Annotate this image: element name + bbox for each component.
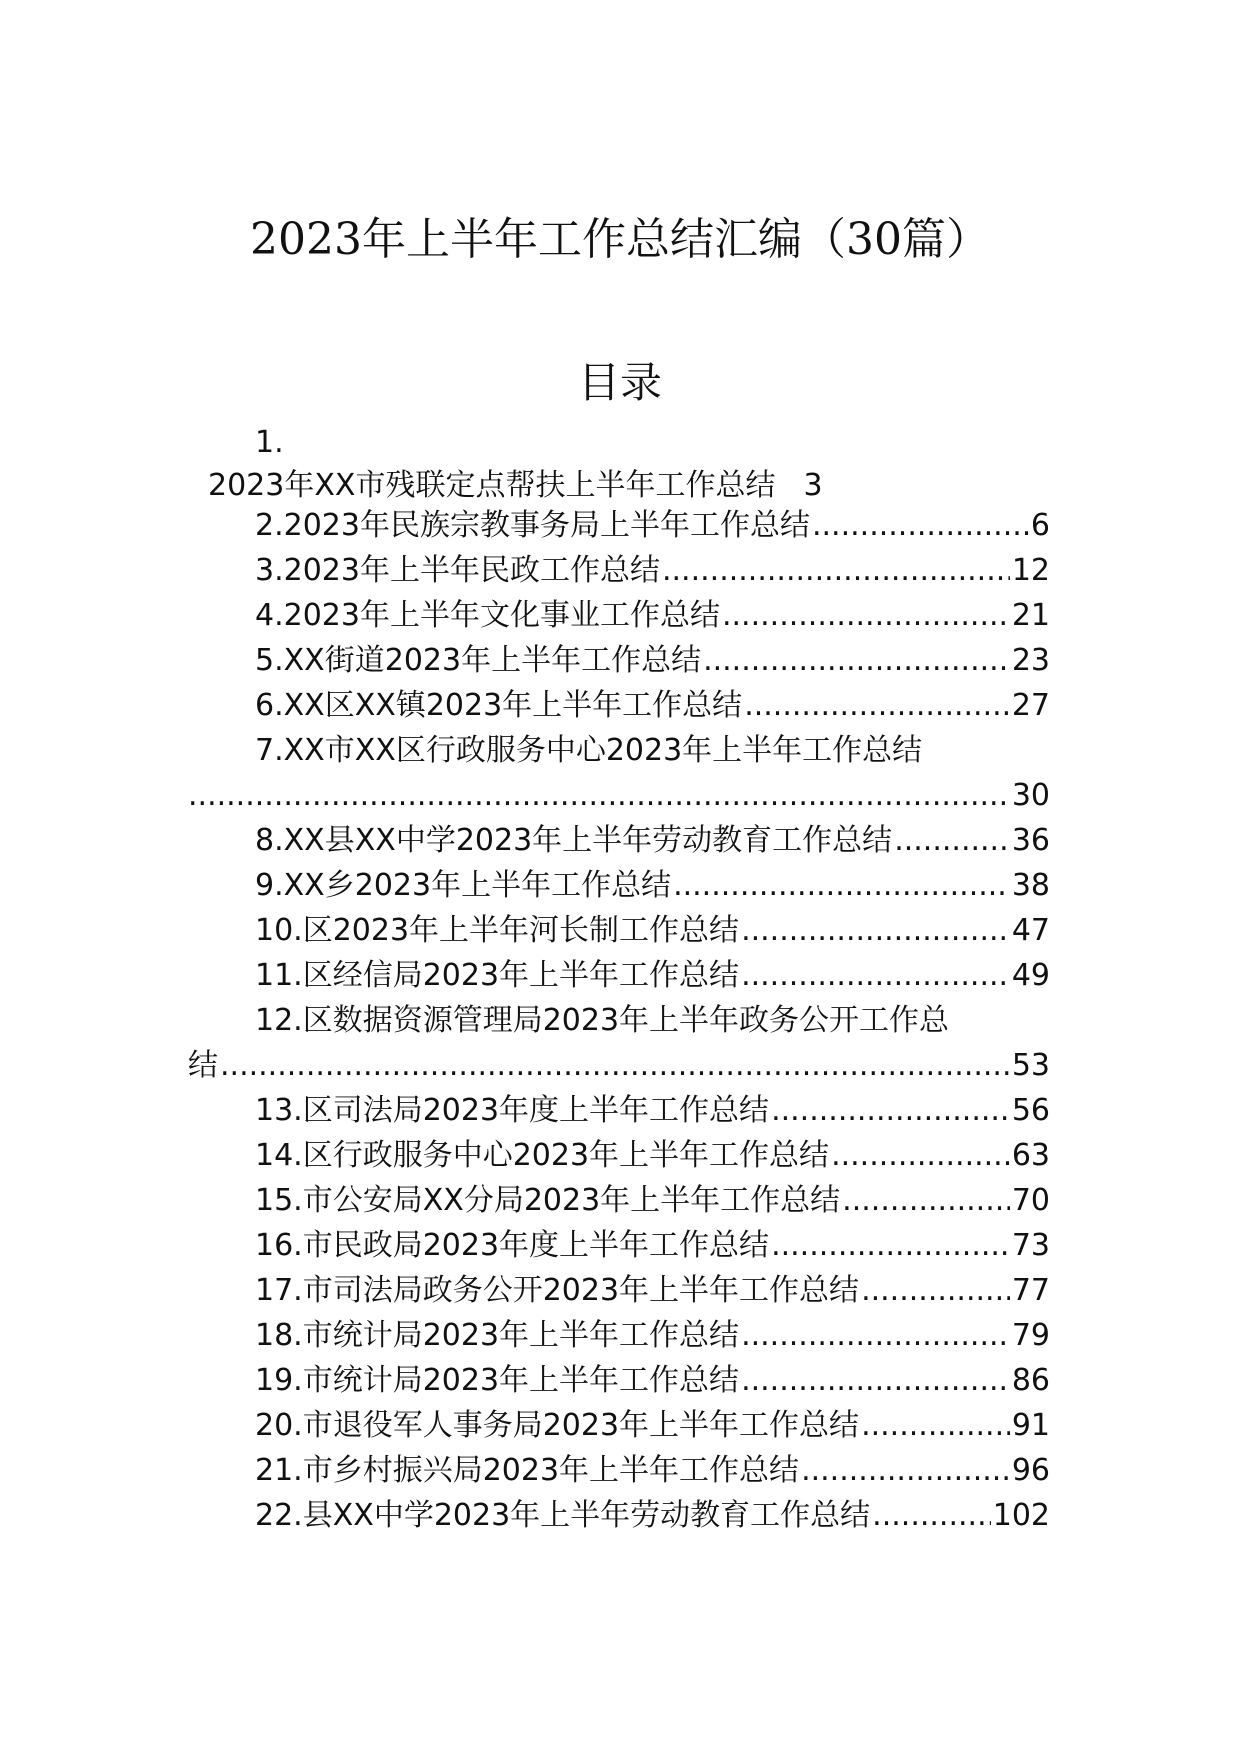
toc-item-page: 96	[1011, 1453, 1050, 1488]
toc-item-title: 4.2023年上半年文化事业工作总结	[255, 598, 720, 633]
toc-item-page: 102	[992, 1498, 1050, 1533]
toc-item-page: 70	[1011, 1183, 1050, 1218]
toc-item-page: 77	[1011, 1273, 1050, 1308]
toc-item-page: 91	[1011, 1408, 1050, 1443]
toc-item-page: 30	[1011, 778, 1050, 813]
toc-item-page: 73	[1011, 1228, 1050, 1263]
toc-item-title: 2023年XX市残联定点帮扶上半年工作总结	[208, 468, 776, 503]
toc-item-7-leader-line[interactable]	[188, 776, 1050, 816]
toc-leader-dots	[673, 866, 1010, 906]
toc-leader-dots	[741, 911, 1010, 951]
toc-item-page: 21	[1011, 598, 1050, 633]
toc-leader-dots	[220, 1046, 1010, 1086]
toc-item-page: 23	[1011, 643, 1050, 678]
toc-item-12[interactable]: 12.区数据资源管理局2023年上半年政务公开工作总	[255, 1003, 950, 1038]
toc-item-title: 结	[188, 1048, 218, 1083]
toc-item-title: 8.XX县XX中学2023年上半年劳动教育工作总结	[255, 823, 893, 858]
toc-item-title: 13.区司法局2023年度上半年工作总结	[255, 1093, 770, 1128]
toc-item-title: 10.区2023年上半年河长制工作总结	[255, 913, 740, 948]
toc-item-8[interactable]	[255, 821, 1050, 861]
toc-item-title: 21.市乡村振兴局2023年上半年工作总结	[255, 1453, 800, 1488]
toc-leader-dots	[801, 1451, 1010, 1491]
toc-item-title: 3.2023年上半年民政工作总结	[255, 553, 660, 588]
toc-leader-dots	[894, 821, 1010, 861]
toc-item-9[interactable]	[255, 866, 1050, 906]
toc-item-3[interactable]	[255, 551, 1050, 591]
toc-item-title: 11.区经信局2023年上半年工作总结	[255, 958, 740, 993]
toc-item-1-number[interactable]: 1.	[255, 425, 284, 460]
toc-item-page: 47	[1011, 913, 1050, 948]
toc-item-page: 79	[1011, 1318, 1050, 1353]
toc-item-4[interactable]	[255, 596, 1050, 636]
toc-item-page: 6	[1030, 508, 1050, 543]
toc-item-20[interactable]	[255, 1406, 1050, 1446]
toc-leader-dots	[771, 1226, 1010, 1266]
document-title: 2023年上半年工作总结汇编（30篇）	[250, 214, 990, 265]
toc-item-title: 15.市公安局XX分局2023年上半年工作总结	[255, 1183, 841, 1218]
toc-item-page: 27	[1011, 688, 1050, 723]
toc-heading: 目录	[577, 358, 662, 407]
toc-item-15[interactable]	[255, 1181, 1050, 1221]
toc-item-18[interactable]	[255, 1316, 1050, 1356]
toc-item-22[interactable]	[255, 1496, 1050, 1536]
toc-leader-dots	[662, 551, 1010, 591]
toc-item-page: 36	[1011, 823, 1050, 858]
toc-leader-dots	[842, 1181, 1010, 1221]
toc-item-title: 9.XX乡2023年上半年工作总结	[255, 868, 672, 903]
toc-item-title: 22.县XX中学2023年上半年劳动教育工作总结	[255, 1498, 871, 1533]
toc-item-title: 16.市民政局2023年度上半年工作总结	[255, 1228, 770, 1263]
toc-item-10[interactable]	[255, 911, 1050, 951]
toc-item-11[interactable]	[255, 956, 1050, 996]
toc-item-page: 86	[1011, 1363, 1050, 1398]
toc-item-title: 5.XX街道2023年上半年工作总结	[255, 643, 702, 678]
toc-leader-dots	[188, 776, 1010, 816]
toc-item-title: 18.市统计局2023年上半年工作总结	[255, 1318, 740, 1353]
toc-leader-dots	[722, 596, 1010, 636]
toc-item-2[interactable]	[255, 506, 1050, 546]
toc-item-6[interactable]	[255, 686, 1050, 726]
toc-item-title: 19.市统计局2023年上半年工作总结	[255, 1363, 740, 1398]
toc-item-title: 17.市司法局政务公开2023年上半年工作总结	[255, 1273, 860, 1308]
toc-item-13[interactable]	[255, 1091, 1050, 1131]
toc-item-page: 63	[1011, 1138, 1050, 1173]
toc-item-title: 2.2023年民族宗教事务局上半年工作总结	[255, 508, 810, 543]
toc-leader-dots	[831, 1136, 1010, 1176]
toc-item-page: 53	[1011, 1048, 1050, 1083]
toc-item-1[interactable]	[208, 466, 1008, 506]
toc-item-7[interactable]: 7.XX市XX区行政服务中心2023年上半年工作总结	[255, 733, 923, 768]
toc-leader-dots	[812, 506, 1029, 546]
toc-item-19[interactable]	[255, 1361, 1050, 1401]
toc-item-17[interactable]	[255, 1271, 1050, 1311]
toc-item-title: 20.市退役军人事务局2023年上半年工作总结	[255, 1408, 860, 1443]
toc-leader-dots	[741, 956, 1010, 996]
toc-leader-dots	[771, 1091, 1010, 1131]
toc-item-title: 14.区行政服务中心2023年上半年工作总结	[255, 1138, 830, 1173]
toc-item-14[interactable]	[255, 1136, 1050, 1176]
toc-item-title: 6.XX区XX镇2023年上半年工作总结	[255, 688, 743, 723]
toc-item-page: 12	[1011, 553, 1050, 588]
toc-item-16[interactable]	[255, 1226, 1050, 1266]
toc-item-page: 3	[803, 468, 823, 503]
toc-leader-dots	[744, 686, 1010, 726]
toc-leader-dots	[861, 1406, 1010, 1446]
toc-item-page: 56	[1011, 1093, 1050, 1128]
toc-leader-dots	[872, 1496, 991, 1536]
toc-item-12-leader-line[interactable]	[188, 1046, 1050, 1086]
toc-item-page: 49	[1011, 958, 1050, 993]
toc-item-5[interactable]	[255, 641, 1050, 681]
toc-leader-dots	[741, 1316, 1010, 1356]
toc-item-21[interactable]	[255, 1451, 1050, 1491]
toc-leader-dots	[861, 1271, 1010, 1311]
toc-leader-dots	[703, 641, 1010, 681]
toc-leader-dots	[741, 1361, 1010, 1401]
toc-item-page: 38	[1011, 868, 1050, 903]
